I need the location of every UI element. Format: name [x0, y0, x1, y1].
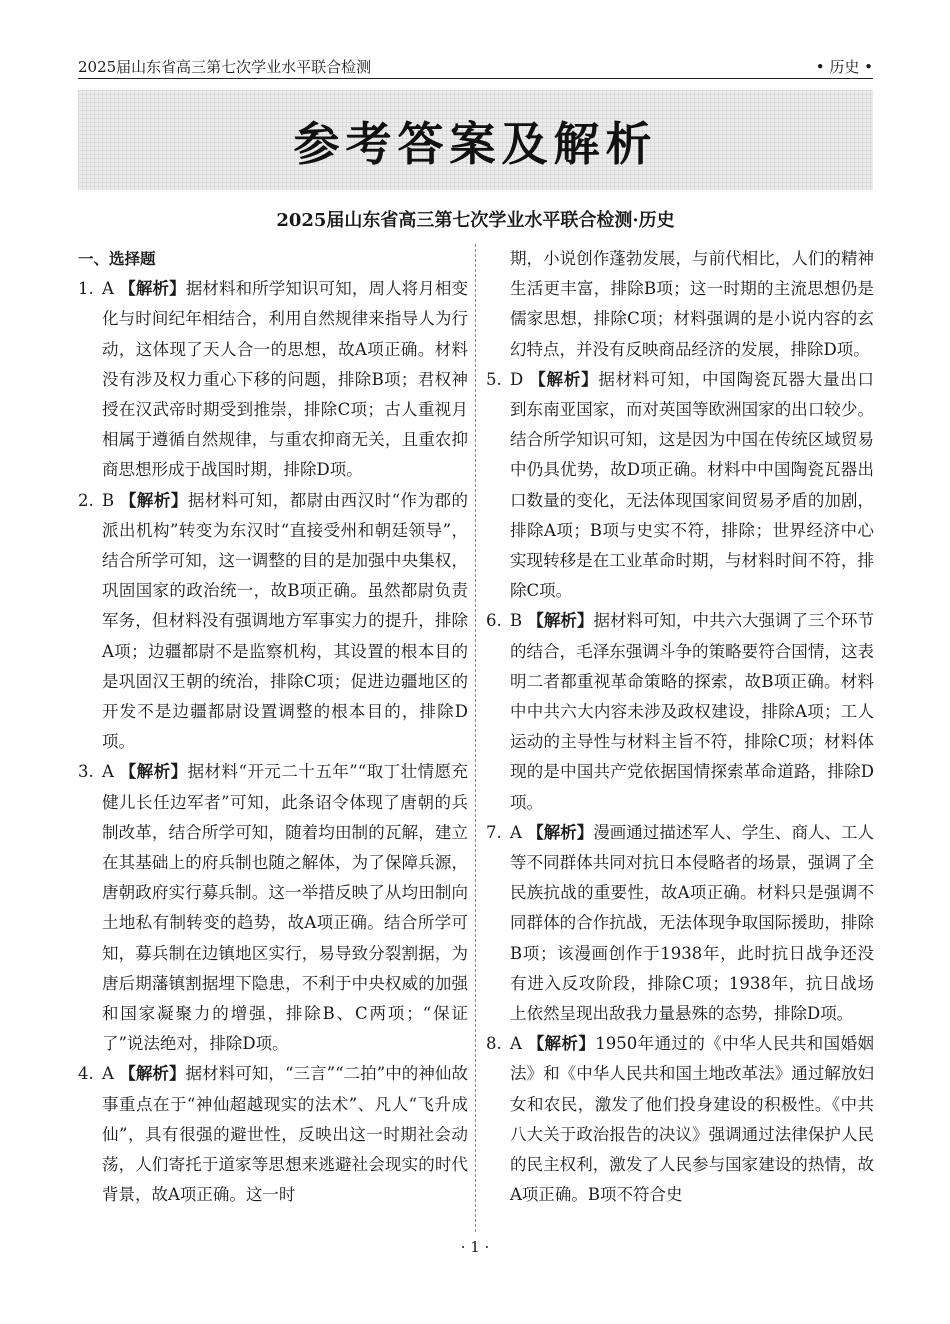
answer-item-2: 2. B 【解析】据材料可知，都尉由西汉时“作为郡的派出机构”转变为东汉时“直接受州和朝廷领导”，结合所学可知，这一调整的目的是加强中央集权，巩固国家的政治统一，故B项正确。虽然都尉负责军务，但材料没有强调地方军事实力的提升，排除A项；边疆都尉不是监察机构，其设置的根本目的是巩固汉王朝的统治，排除C项；促进边疆地区的开发不是边疆都尉设置调整的根本目的，排除D项。	[78, 490, 468, 752]
header-exam-title: 2025届山东省高三第七次学业水平联合检测	[78, 58, 372, 76]
page-header	[78, 52, 873, 79]
right-column	[486, 244, 874, 1211]
document-subtitle: 2025届山东省高三第七次学业水平联合检测·历史	[276, 210, 675, 231]
answer-item-6: 6. B 【解析】据材料可知，中共六大强调了三个环节的结合，毛泽东强调斗争的策略要符合国情，这表明二者都重视革命策略的探索，故B项正确。材料中中共六大内容未涉及政权建设，排除A项；工人运动的主导性与材料主旨不符，排除C项；材料体现的是中国共产党依据国情探索革命道路，排除D项。	[486, 611, 875, 812]
banner-title: 参考答案及解析	[293, 117, 658, 171]
answer-item-1: 1. A 【解析】据材料和所学知识可知，周人将月相变化与时间纪年相结合，利用自然规律来指导人为行动，这体现了天人合一的思想，故A项正确。材料没有涉及权力重心下移的问题，排除B项；君权神授在汉武帝时期受到推崇，排除C项；古人重视月相属于遵循自然规律，与重农抑商无关，且重农抑商思想形成于战国时期，排除D项。	[78, 279, 469, 480]
left-column	[78, 244, 468, 1211]
answer-item-5: 5. D 【解析】据材料可知，中国陶瓷瓦器大量出口到东南亚国家，而对英国等欧洲国家的出口较少。结合所学知识可知，这是因为中国在传统区域贸易中仍具优势，故D项正确。材料中中国陶瓷瓦器出口数量的变化，无法体现国家间贸易矛盾的加剧，排除A项；B项与史实不符，排除；世界经济中心实现转移是在工业革命时期，与材料时间不符，排除C项。	[486, 369, 875, 601]
answer-item-8: 8. A 【解析】1950年通过的《中华人民共和国婚姻法》和《中华人民共和国土地改革法》通过解放妇女和农民，激发了他们投身建设的积极性。《中共八大关于政治报告的决议》强调通过法律保护人民的民主权利，激发了人民参与国家建设的热情，故A项正确。B项不符合史	[486, 1034, 875, 1205]
answer-item-3: 3. A 【解析】据材料“开元二十五年”“取丁壮情愿充健儿长任边军者”可知，此条诏令体现了唐朝的兵制改革，结合所学可知，随着均田制的瓦解，建立在其基础上的府兵制也随之解体，为了保障兵源，唐朝政府实行募兵制。这一举措反映了从均田制向土地私有制转变的趋势，故A项正确。结合所学可知，募兵制在边镇地区实行，易导致分裂割据，为唐后期藩镇割据埋下隐患，不利于中央权威的加强和国家凝聚力的增强，排除B、C两项；“保证了”说法绝对，排除D项。	[78, 762, 469, 1054]
answer-item-4-continued: 期，小说创作蓬勃发展，与前代相比，人们的精神生活更丰富，排除B项；这一时期的主流思想仍是儒家思想，排除C项；材料强调的是小说内容的玄幻特点，并没有反映商品经济的发展，排除D项。	[510, 249, 874, 359]
answer-item-7: 7. A 【解析】漫画通过描述军人、学生、商人、工人等不同群体共同对抗日本侵略者的场景，强调了全民族抗战的重要性，故A项正确。材料只是强调不同群体的合作抗战，无法体现争取国际援助，排除B项；该漫画创作于1938年，此时抗日战争还没有进入反攻阶段，排除C项；1938年，抗日战场上依然呈现出敌我力量悬殊的态势，排除D项。	[486, 822, 874, 1024]
title-banner	[78, 90, 873, 190]
header-subject: • 历史 •	[815, 58, 873, 76]
section-title: 一、选择题	[78, 250, 156, 268]
answer-item-4: 4. A 【解析】据材料可知，“三言”“二拍”中的神仙故事重点在于“神仙超越现实的法术”、凡人“飞升成仙”，具有很强的避世性，反映出这一时期社会动荡，人们寄托于道家等思想来逃避社会现实的时代背景，故A项正确。这一时	[78, 1064, 469, 1205]
column-divider	[475, 244, 476, 1232]
page-number: · 1 ·	[460, 1238, 490, 1256]
